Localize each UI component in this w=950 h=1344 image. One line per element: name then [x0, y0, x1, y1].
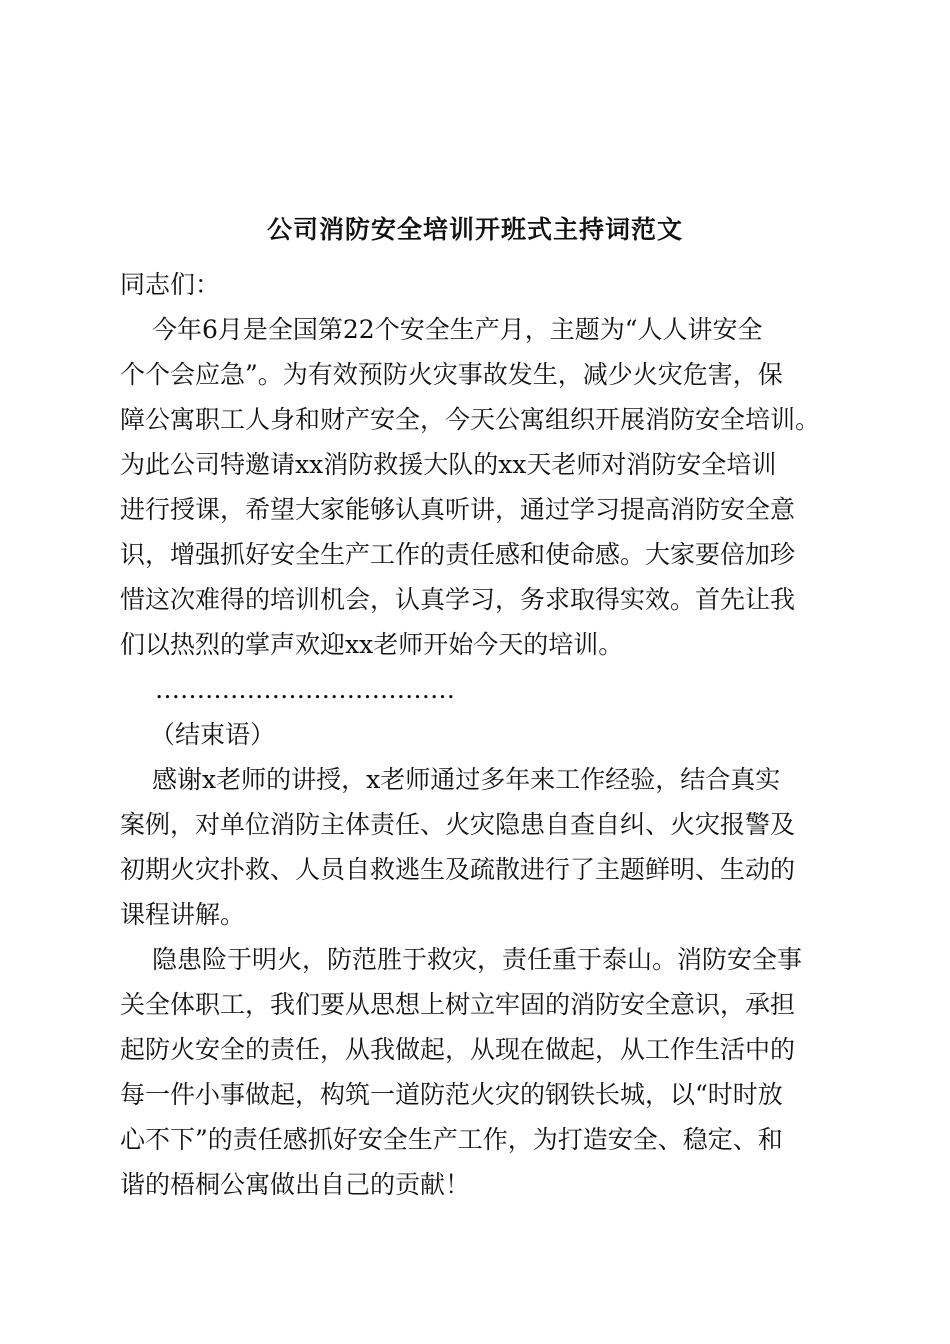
- paragraph-line: 进行授课，希望大家能够认真听讲，通过学习提高消防安全意: [120, 495, 796, 524]
- paragraph-closing: [120, 937, 820, 1207]
- paragraph-line: 感谢x老师的讲授，x老师通过多年来工作经验，结合真实: [152, 765, 781, 794]
- ellipsis-separator: ………………………………: [155, 675, 455, 704]
- paragraph-line: 每一件小事做起，构筑一道防范火灾的钢铁长城，以“时时放: [120, 1080, 783, 1109]
- greeting: 同志们：: [120, 270, 221, 299]
- document-title: 公司消防安全培训开班式主持词范文: [266, 215, 683, 244]
- paragraph-thanks: [120, 757, 820, 937]
- paragraph-line: 障公寓职工人身和财产安全，今天公寓组织开展消防安全培训。: [120, 405, 821, 434]
- paragraph-line: 初期火灾扑救、人员自救逃生及疏散进行了主题鲜明、生动的: [120, 855, 796, 884]
- paragraph-line: 案例，对单位消防主体责任、火灾隐患自查自纠、火灾报警及: [120, 810, 796, 839]
- paragraph-line: 课程讲解。: [120, 900, 246, 929]
- closing-label: （结束语）: [150, 720, 276, 749]
- document-body: [120, 262, 820, 1207]
- paragraph-line: 惜这次难得的培训机会，认真学习，务求取得实效。首先让我: [120, 585, 796, 614]
- paragraph-line: 们以热烈的掌声欢迎xx老师开始今天的培训。: [120, 630, 624, 659]
- paragraph-line: 关全体职工，我们要从思想上树立牢固的消防安全意识，承担: [120, 990, 796, 1019]
- paragraph-line: 个个会应急”。为有效预防火灾事故发生，减少火灾危害，保: [120, 360, 783, 389]
- paragraph-line: 谐的梧桐公寓做出自己的贡献！: [120, 1170, 471, 1199]
- paragraph-line: 识，增强抓好安全生产工作的责任感和使命感。大家要倍加珍: [120, 540, 796, 569]
- paragraph-line: 为此公司特邀请xx消防救援大队的xx天老师对消防安全培训: [120, 450, 777, 479]
- paragraph-line: 起防火安全的责任，从我做起，从现在做起，从工作生活中的: [120, 1035, 796, 1064]
- paragraph-line: 今年6月是全国第22个安全生产月，主题为“人人讲安全: [152, 315, 763, 344]
- paragraph-opening: [120, 307, 820, 667]
- paragraph-line: 心不下”的责任感抓好安全生产工作，为打造安全、稳定、和: [120, 1125, 783, 1154]
- paragraph-line: 隐患险于明火，防范胜于救灾，责任重于泰山。消防安全事: [152, 945, 803, 974]
